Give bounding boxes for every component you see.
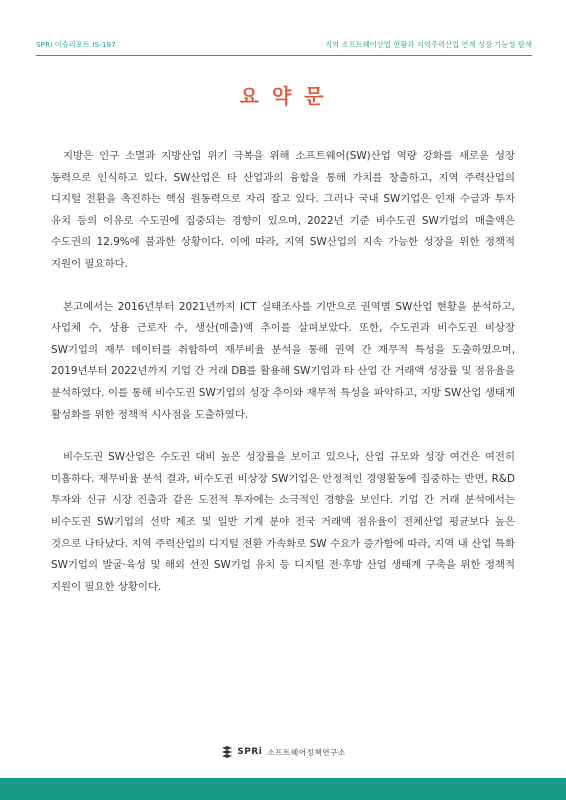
running-header: [36, 38, 532, 52]
page-title: 요 약 문: [239, 84, 327, 108]
report-id: SPRi 이슈리포트 IS-197: [36, 40, 116, 49]
summary-paragraph: 본고에서는 2016년부터 2021년까지 ICT 실태조사를 기반으로 권역별 SW산업 현황을 분석하고, 사업체 수, 상용 근로자 수, 생산(매출)액 추이를 살펴보았다. 또한, 수도권과 비수도권 비상장 SW기업의 재무 데이터를 취합하여 재무비율 분석을 통해 권역 간 재무적 특성을 도출하였으며, 2019년부터 2022년까지 기업 간 거래 DB를 활용해 SW기업과 타 산업 간 거래액 성장률 및 점유율을 분석하였다. 이를 통해 비수도권 SW기업의 성장 추이와 재무적 특성을 파악하고, 지방 SW산업 생태계 활성화를 위한 정책적 시사점을 도출하였다.: [51, 300, 515, 421]
bottom-accent-bar: [0, 778, 566, 800]
footer-logo: [0, 744, 566, 760]
report-subject: 지역 소프트웨어산업 현황과 지역주력산업 연계 성장 가능성 탐색: [325, 40, 532, 49]
summary-body: [51, 146, 515, 619]
organization-name: 소프트웨어정책연구소: [267, 747, 346, 757]
spri-logo-icon: [220, 746, 234, 758]
header-divider: [36, 55, 532, 56]
logo-wordmark: SPRi: [237, 747, 263, 757]
summary-paragraph: 지방은 인구 소멸과 지방산업 위기 극복을 위해 소프트웨어(SW)산업 역량 강화를 새로운 성장 동력으로 인식하고 있다. SW산업은 타 산업과의 융합을 통해 가치를 창출하고, 지역 주력산업의 디지털 전환을 촉진하는 핵심 원동력으로 자리 잡고 있다. 그러나 국내 SW기업은 인재 수급과 투자 유치 등의 이유로 수도권에 집중되는 경향이 있으며, 2022년 기준 비수도권 SW기업의 매출액은 수도권의 12.9%에 불과한 상황이다. 이에 따라, 지역 SW산업의 지속 가능한 성장을 위한 정책적 지원이 필요하다.: [51, 150, 515, 270]
summary-paragraph: 비수도권 SW산업은 수도권 대비 높은 성장률을 보이고 있으나, 산업 규모와 성장 여건은 여전히 미흡하다. 재무비율 분석 결과, 비수도권 비상장 SW기업은 안정적인 경영활동에 집중하는 반면, R&D 투자와 신규 시장 진출과 같은 도전적 투자에는 소극적인 경향을 보인다. 기업 간 거래 분석에서는 비수도권 SW기업의 선박 제조 및 일반 기계 분야 전국 거래액 점유율이 전체산업 평균보다 높은 것으로 나타났다. 지역 주력산업의 디지털 전환 가속화로 SW 수요가 증가함에 따라, 지역 내 산업 특화 SW기업의 발굴·육성 및 해외 선진 SW기업 유치 등 디지털 전·후방 산업 생태계 구축을 위한 정책적 지원이 필요한 상황이다.: [51, 451, 515, 593]
